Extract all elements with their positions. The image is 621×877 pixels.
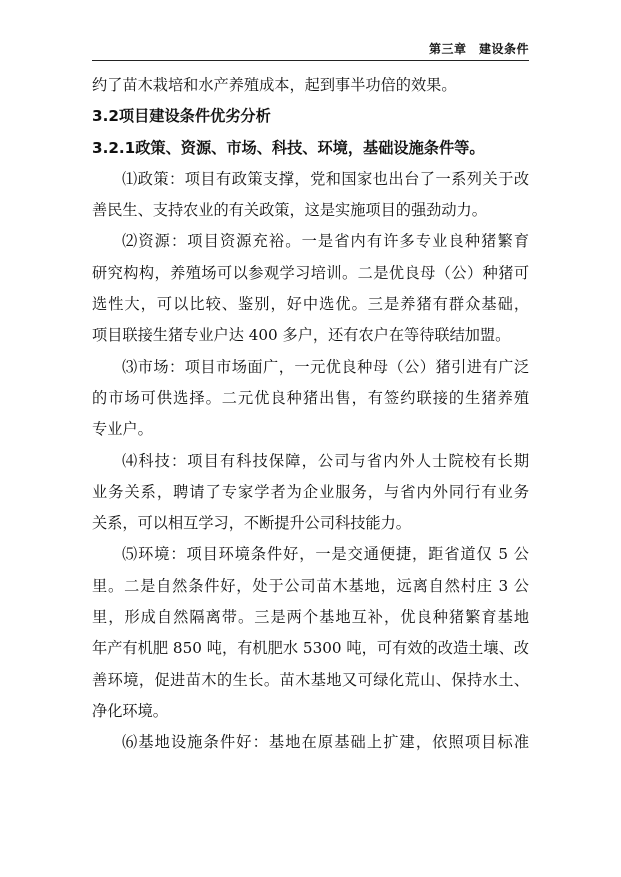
paragraph-technology (92, 446, 529, 540)
paragraph-policy (92, 164, 529, 227)
section-heading: 3.2项目建设条件优劣分析 (92, 107, 271, 126)
body-text-line: ⑸环境：项目环境条件好，一是交通便捷，距省道仅 5 公 (122, 545, 529, 564)
body-text-line: ⑶市场：项目市场面广，一元优良种母（公）猪引进有广泛 (122, 357, 529, 376)
body-text-line: 净化环境。 (92, 701, 168, 720)
chapter-title: 第三章 建设条件 (428, 42, 529, 56)
body-text-line: ⑹基地设施条件好：基地在原基础上扩建，依照项目标准 (122, 733, 529, 752)
body-text-line: 里。二是自然条件好，处于公司苗木基地，远离自然村庄 3 公 (92, 576, 529, 595)
body-text-line: 善民生、支持农业的有关政策，这是实施项目的强劲动力。 (92, 201, 487, 220)
page-header (92, 38, 529, 61)
paragraph-facilities (92, 727, 529, 758)
body-text-line: ⑷科技：项目有科技保障，公司与省内外人士院校有长期 (122, 451, 529, 470)
body-text-line: 研究构构，养殖场可以参观学习培训。二是优良母（公）种猪可 (92, 263, 529, 282)
body-text-line: 选性大，可以比较、鉴别，好中选优。三是养猪有群众基础， (92, 295, 529, 314)
paragraph-environment (92, 539, 529, 727)
paragraph-resources (92, 226, 529, 351)
subsection-heading: 3.2.1政策、资源、市场、科技、环境，基础设施条件等。 (92, 138, 485, 157)
document-body (92, 70, 529, 759)
body-text-line: 约了苗木栽培和水产养殖成本，起到事半功倍的效果。 (92, 76, 457, 94)
body-text-line: 里，形成自然隔离带。三是两个基地互补，优良种猪繁育基地 (92, 608, 529, 627)
body-text-line: 的市场可供选择。二元优良种猪出售，有签约联接的生猪养殖 (92, 388, 529, 407)
body-text-line: ⑵资源：项目资源充裕。一是省内有许多专业良种猪繁育 (122, 232, 529, 251)
body-text-line: 专业户。 (92, 420, 153, 439)
body-text-line: 项目联接生猪专业户达 400 多户，还有农户在等待联结加盟。 (92, 326, 511, 345)
paragraph-market (92, 352, 529, 446)
body-text-line: 关系，可以相互学习，不断提升公司科技能力。 (92, 514, 411, 533)
body-text-line: 业务关系，聘请了专家学者为企业服务，与省内外同行有业务 (92, 482, 529, 501)
body-text-line: 善环境，促进苗木的生长。苗木基地又可绿化荒山、保持水土、 (92, 670, 529, 689)
body-text-line: ⑴政策：项目有政策支撑，党和国家也出台了一系列关于改 (122, 169, 529, 188)
body-text-line: 年产有机肥 850 吨，有机肥水 5300 吨，可有效的改造土壤、改 (92, 639, 529, 658)
